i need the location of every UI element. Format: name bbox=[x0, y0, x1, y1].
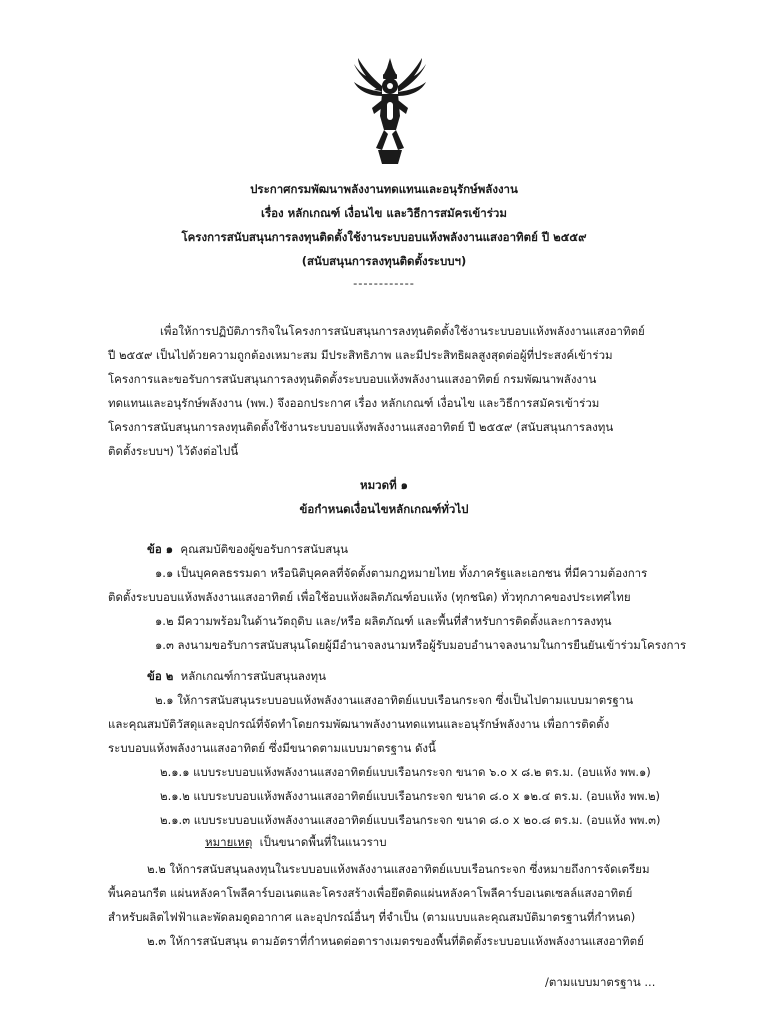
intro-line-2: ปี ๒๕๕๙ เป็นไปด้วยความถูกต้องเหมาะสม มีประสิทธิภาพ และมีประสิทธิผลสูงสุดต่อผู้ที่ประสงค์เข้าร่วม bbox=[108, 348, 613, 362]
header-divider: ------------ bbox=[353, 276, 415, 290]
chapter-title: หมวดที่ ๑ bbox=[360, 478, 408, 492]
clause-2-title: หลักเกณฑ์การสนับสนุนลงทุน bbox=[180, 669, 326, 683]
intro-line-4: ทดแทนและอนุรักษ์พลังงาน (พพ.) จึงออกประกาศ เรื่อง หลักเกณฑ์ เงื่อนไข และวิธีการสมัครเข้าร่วม bbox=[108, 396, 600, 410]
continuation-note: /ตามแบบมาตรฐาน ... bbox=[545, 975, 656, 989]
garuda-emblem-icon bbox=[352, 56, 428, 168]
clause-1-title: คุณสมบัติของผู้ขอรับการสนับสนุน bbox=[180, 542, 349, 556]
chapter-subtitle: ข้อกำหนดเงื่อนไขหลักเกณฑ์ทั่วไป bbox=[299, 502, 469, 516]
clause-2-line-4: ๒.๒ ให้การสนับสนุนลงทุนในระบบอบแห้งพลังงานแสงอาทิตย์แบบเรือนกระจก ซึ่งหมายถึงการจัดเตรียม bbox=[147, 862, 650, 876]
note-label: หมายเหตุ bbox=[205, 835, 253, 849]
clause-2-line-1: ๒.๑ ให้การสนับสนุนระบบอบแห้งพลังงานแสงอาทิตย์แบบเรือนกระจก ซึ่งเป็นไปตามแบบมาตรฐาน bbox=[155, 693, 634, 707]
clause-1-line-4: ๑.๓ ลงนามขอรับการสนับสนุนโดยผู้มีอำนาจลงนามหรือผู้รับมอบอำนาจลงนามในการยืนยันเข้าร่วมโครงการ bbox=[155, 638, 687, 652]
header-line-3: โครงการสนับสนุนการลงทุนติดตั้งใช้งานระบบอบแห้งพลังงานแสงอาทิตย์ ปี ๒๕๕๙ bbox=[181, 230, 587, 244]
clause-1-heading bbox=[147, 541, 348, 557]
clause-1-line-2: ติดตั้งระบบอบแห้งพลังงานแสงอาทิตย์ เพื่อใช้อบแห้งผลิตภัณฑ์อบแห้ง (ทุกชนิด) ทั่วทุกภาคของประเทศไทย bbox=[108, 590, 631, 604]
intro-line-5: โครงการสนับสนุนการลงทุนติดตั้งใช้งานระบบอบแห้งพลังงานแสงอาทิตย์ ปี ๒๕๕๙ (สนับสนุนการลงทุน bbox=[108, 420, 614, 434]
clause-1-line-1: ๑.๑ เป็นบุคคลธรรมดา หรือนิติบุคคลที่จัดตั้งตามกฎหมายไทย ทั้งภาครัฐและเอกชน ที่มีความต้องการ bbox=[155, 566, 648, 580]
clause-2-line-6: สำหรับผลิตไฟฟ้าและพัดลมดูดอากาศ และอุปกรณ์อื่นๆ ที่จำเป็น (ตามแบบและคุณสมบัติมาตรฐานที่กำหนด) bbox=[108, 910, 636, 924]
intro-line-1: เพื่อให้การปฏิบัติภารกิจในโครงการสนับสนุนการลงทุนติดตั้งใช้งานระบบอบแห้งพลังงานแสงอาทิตย์ bbox=[160, 324, 645, 338]
clause-2-line-3: ระบบอบแห้งพลังงานแสงอาทิตย์ ซึ่งมีขนาดตามแบบมาตรฐาน ดังนี้ bbox=[108, 741, 436, 755]
note-text: เป็นขนาดพื้นที่ในแนวราบ bbox=[259, 835, 387, 849]
clause-1-number: ข้อ ๑ bbox=[147, 542, 174, 556]
intro-line-3: โครงการและขอรับการสนับสนุนการลงทุนติดตั้งระบบอบแห้งพลังงานแสงอาทิตย์ กรมพัฒนาพลังงาน bbox=[108, 372, 597, 386]
clause-2-number: ข้อ ๒ bbox=[147, 669, 174, 683]
intro-line-6: ติดตั้งระบบฯ) ไว้ดังต่อไปนี้ bbox=[108, 444, 239, 458]
clause-2-note bbox=[205, 834, 387, 850]
clause-2-line-2: และคุณสมบัติวัสดุและอุปกรณ์ที่จัดทำโดยกรมพัฒนาพลังงานทดแทนและอนุรักษ์พลังงาน เพื่อการติดตั้ง bbox=[108, 717, 610, 731]
clause-2-item-2: ๒.๑.๒ แบบระบบอบแห้งพลังงานแสงอาทิตย์แบบเรือนกระจก ขนาด ๘.๐ x ๑๒.๔ ตร.ม. (อบแห้ง พพ.๒) bbox=[160, 789, 661, 803]
header-line-4: (สนับสนุนการลงทุนติดตั้งระบบฯ) bbox=[301, 254, 467, 268]
header-line-1: ประกาศกรมพัฒนาพลังงานทดแทนและอนุรักษ์พลังงาน bbox=[250, 182, 518, 196]
header-line-2: เรื่อง หลักเกณฑ์ เงื่อนไข และวิธีการสมัครเข้าร่วม bbox=[261, 206, 507, 220]
clause-2-item-3: ๒.๑.๓ แบบระบบอบแห้งพลังงานแสงอาทิตย์แบบเรือนกระจก ขนาด ๘.๐ x ๒๐.๘ ตร.ม. (อบแห้ง พพ.๓) bbox=[160, 813, 661, 827]
clause-2-line-7: ๒.๓ ให้การสนับสนุน ตามอัตราที่กำหนดต่อตารางเมตรของพื้นที่ติดตั้งระบบอบแห้งพลังงานแสงอาทิตย์ bbox=[147, 934, 644, 948]
clause-1-line-3: ๑.๒ มีความพร้อมในด้านวัตถุดิบ และ/หรือ ผลิตภัณฑ์ และพื้นที่สำหรับการติดตั้งและการลงทุน bbox=[155, 614, 612, 628]
clause-2-item-1: ๒.๑.๑ แบบระบบอบแห้งพลังงานแสงอาทิตย์แบบเรือนกระจก ขนาด ๖.๐ x ๘.๒ ตร.ม. (อบแห้ง พพ.๑) bbox=[160, 765, 651, 779]
clause-2-heading bbox=[147, 668, 326, 684]
clause-2-line-5: พื้นคอนกรีต แผ่นหลังคาโพลีคาร์บอเนตและโครงสร้างเพื่อยึดติดแผ่นหลังคาโพลีคาร์บอเนตเซลล์แสงอาทิตย์ bbox=[108, 886, 633, 900]
